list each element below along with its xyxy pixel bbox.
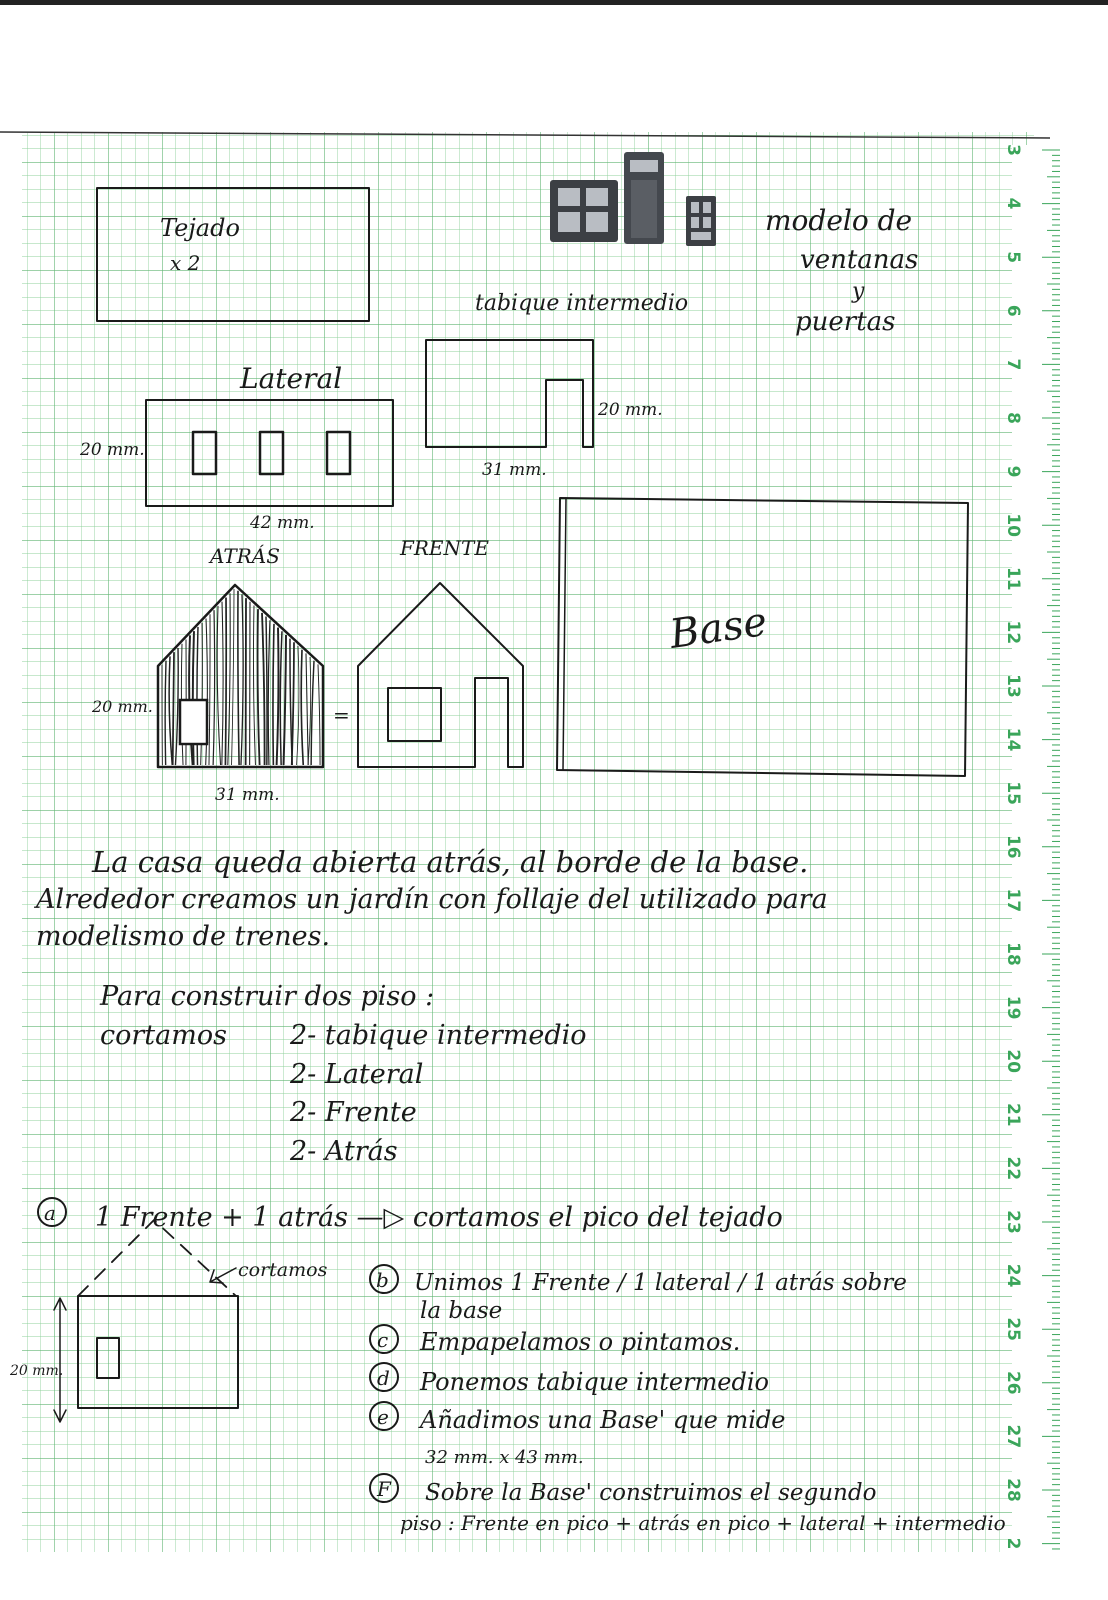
note-line-1: modelo de	[765, 204, 913, 237]
ruler-number: 28	[1003, 1478, 1023, 1502]
side-width: 42 mm.	[250, 513, 315, 533]
step-a	[38, 1198, 783, 1233]
ruler-number: 5	[1003, 251, 1023, 264]
side-height: 20 mm.	[80, 440, 145, 460]
two-floors-item: 2- tabique intermedio	[290, 1020, 587, 1051]
ruler-number: 27	[1003, 1424, 1023, 1449]
ruler-number: 7	[1003, 358, 1023, 371]
ruler-number: 14	[1003, 727, 1023, 752]
front-label: FRENTE	[400, 536, 489, 560]
step-a-text: 1 Frente + 1 atrás —▷ cortamos el pico del tejado	[95, 1202, 783, 1233]
step-d-marker: d	[377, 1366, 390, 1390]
ruler-number: 25	[1003, 1317, 1023, 1342]
two-floors-title: Para construir dos piso :	[100, 981, 435, 1012]
ruler-number: 9	[1003, 465, 1023, 478]
two-floors-item: 2- Lateral	[290, 1059, 424, 1090]
ruler-number: 19	[1003, 995, 1023, 1020]
step-b-text-2: la base	[420, 1298, 503, 1324]
ruler-number: 6	[1003, 304, 1023, 317]
step-e-text-2: 32 mm. x 43 mm.	[425, 1447, 584, 1468]
step-d-text: Ponemos tabique intermedio	[420, 1368, 769, 1396]
back-width: 31 mm.	[215, 785, 280, 805]
step-a-marker: a	[44, 1201, 56, 1225]
step-c-marker: c	[377, 1328, 389, 1352]
ruler-number: 13	[1003, 674, 1023, 698]
paragraph-line-2: Alrededor creamos un jardín con follaje del utilizado para	[36, 884, 828, 915]
two-floors-lead: cortamos	[100, 1020, 227, 1051]
partition-width: 31 mm.	[482, 460, 547, 480]
note-line-3: y	[852, 279, 865, 304]
side-label: Lateral	[240, 362, 343, 395]
ruler-number: 20	[1003, 1049, 1023, 1074]
base-label: Base	[666, 598, 770, 658]
step-e-text: Añadimos una Base' que mide	[420, 1406, 786, 1434]
ruler-number: 8	[1003, 412, 1023, 424]
paragraph-line-3: modelismo de trenes.	[36, 921, 331, 952]
paragraph-line-1: La casa queda abierta atrás, al borde de la base.	[92, 845, 809, 879]
ruler-number: 11	[1003, 566, 1023, 591]
step-b-marker: b	[376, 1268, 389, 1292]
ruler-number: 10	[1003, 513, 1023, 538]
back-label: ATRÁS	[210, 544, 280, 568]
partition-label: tabique intermedio	[475, 291, 689, 316]
step-c-text: Empapelamos o pintamos.	[420, 1328, 741, 1356]
ruler-number: 22	[1003, 1156, 1023, 1181]
small-window-model-icon	[686, 196, 716, 246]
hatch-stroke	[225, 597, 226, 765]
door-model-icon	[624, 152, 664, 244]
note-line-2: ventanas	[800, 245, 919, 275]
two-floors-item: 2- Atrás	[290, 1136, 398, 1167]
ruler-number: 3	[1003, 144, 1023, 156]
step-e-marker: e	[377, 1405, 389, 1429]
roof-qty: x 2	[170, 251, 201, 275]
step-b-text: Unimos 1 Frente / 1 lateral / 1 atrás sobre	[414, 1270, 907, 1296]
ruler-number: 17	[1003, 888, 1023, 913]
ruler-number: 18	[1003, 942, 1023, 966]
ruler-number: 23	[1003, 1210, 1023, 1234]
partition-height: 20 mm.	[598, 400, 663, 420]
ruler-number: 4	[1003, 197, 1023, 210]
step-f-marker: F	[377, 1477, 391, 1501]
back-height: 20 mm.	[92, 697, 153, 716]
step-f-text-2: piso : Frente en pico + atrás en pico + lateral + intermedio	[400, 1511, 1006, 1535]
step-f-text: Sobre la Base' construimos el segundo	[425, 1480, 877, 1506]
ruler-number: 2	[1003, 1537, 1023, 1550]
two-floors-item: 2- Frente	[290, 1097, 417, 1128]
equals-sign: =	[333, 703, 350, 727]
cut-height: 20 mm.	[10, 1363, 64, 1379]
ruler-number: 15	[1003, 781, 1023, 806]
ruler-number: 16	[1003, 834, 1023, 859]
ruler-number: 24	[1003, 1263, 1023, 1288]
roof-label: Tejado	[160, 214, 240, 242]
ruler-number: 21	[1003, 1102, 1023, 1127]
window-model-icon	[550, 180, 618, 242]
ruler-number: 12	[1003, 620, 1023, 645]
note-line-4: puertas	[795, 307, 896, 337]
ruler-number: 26	[1003, 1370, 1023, 1395]
cut-label: cortamos	[238, 1259, 328, 1281]
